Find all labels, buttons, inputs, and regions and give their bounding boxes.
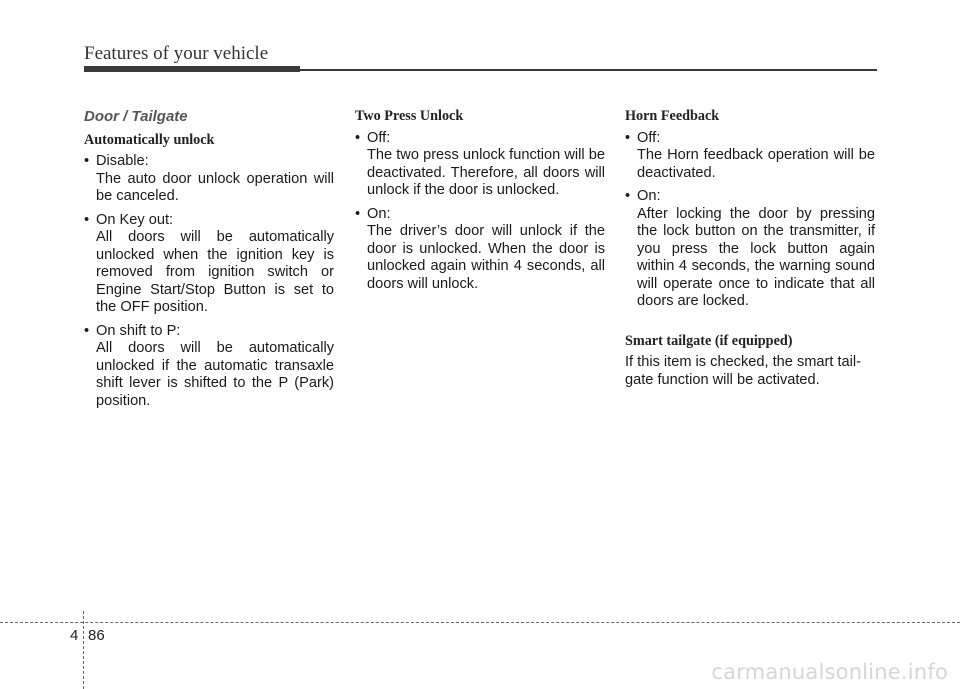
option-on bbox=[355, 206, 605, 294]
section-title: Door / Tailgate bbox=[84, 108, 188, 125]
page-header-title: Features of your vehicle bbox=[84, 43, 269, 64]
option-off bbox=[625, 130, 875, 183]
option-label: Off: bbox=[637, 129, 661, 146]
header-rule-thick bbox=[84, 66, 300, 72]
subsection-title-smart-tailgate: Smart tailgate (if equipped) bbox=[625, 332, 793, 349]
option-on-shift-to-p bbox=[84, 323, 334, 411]
footer-dashed-divider bbox=[83, 611, 84, 689]
header-rule-thin bbox=[300, 69, 877, 71]
option-label: On shift to P: bbox=[96, 322, 181, 339]
site-watermark: carmanualsonline.info bbox=[711, 660, 948, 684]
option-on bbox=[625, 188, 875, 311]
option-description: The driver’s door will unlock if the door is unlocked. When the door is unlocked again within 4 seconds, all doors will unlock. bbox=[367, 223, 605, 292]
option-label: On Key out: bbox=[96, 211, 174, 228]
bullet: • bbox=[84, 322, 90, 339]
option-disable bbox=[84, 153, 334, 206]
column-two-press-unlock bbox=[355, 108, 605, 299]
option-label: Disable: bbox=[96, 153, 149, 169]
option-description: All doors will be automatically unlocked if the automatic transaxle shift lever is shifted to the P (Park) position. bbox=[96, 340, 334, 409]
option-description: The Horn feedback operation will be deactivated. bbox=[637, 147, 875, 181]
option-off bbox=[355, 130, 605, 200]
subsection-title-horn: Horn Feedback bbox=[625, 108, 720, 124]
subsection-title-two-press: Two Press Unlock bbox=[355, 108, 464, 124]
bullet: • bbox=[625, 129, 631, 146]
bullet: • bbox=[84, 211, 90, 228]
bullet: • bbox=[355, 205, 361, 222]
option-description: The auto door unlock operation will be canceled. bbox=[96, 170, 334, 204]
spacer bbox=[625, 317, 875, 333]
footer-dashed-rule bbox=[0, 622, 960, 623]
page-number: 86 bbox=[88, 627, 105, 644]
bullet: • bbox=[625, 188, 631, 204]
bullet: • bbox=[355, 129, 361, 146]
column-horn-feedback bbox=[625, 108, 875, 389]
option-description: The two press unlock function will be deactivated. Therefore, all doors will unlock if the door is unlocked. bbox=[367, 147, 605, 198]
option-label: On: bbox=[637, 188, 661, 204]
option-on-key-out bbox=[84, 212, 334, 317]
option-label: Off: bbox=[367, 129, 391, 146]
column-door-tailgate bbox=[84, 108, 334, 416]
option-description: After locking the door by pressing the lock button on the transmitter, if you press the lock button again within 4 seconds, the warning sound will operate once to indicate that all doors are locked. bbox=[637, 205, 875, 309]
chapter-number: 4 bbox=[70, 627, 79, 644]
option-label: On: bbox=[367, 205, 391, 222]
smart-tailgate-description: If this item is checked, the smart tail-gate function will be activated. bbox=[625, 354, 862, 388]
bullet: • bbox=[84, 153, 90, 169]
subsection-title-auto-unlock: Automatically unlock bbox=[84, 131, 215, 148]
option-description: All doors will be automatically unlocked when the ignition key is removed from ignition switch or Engine Start/Stop Button is set to the OFF position. bbox=[96, 229, 334, 315]
